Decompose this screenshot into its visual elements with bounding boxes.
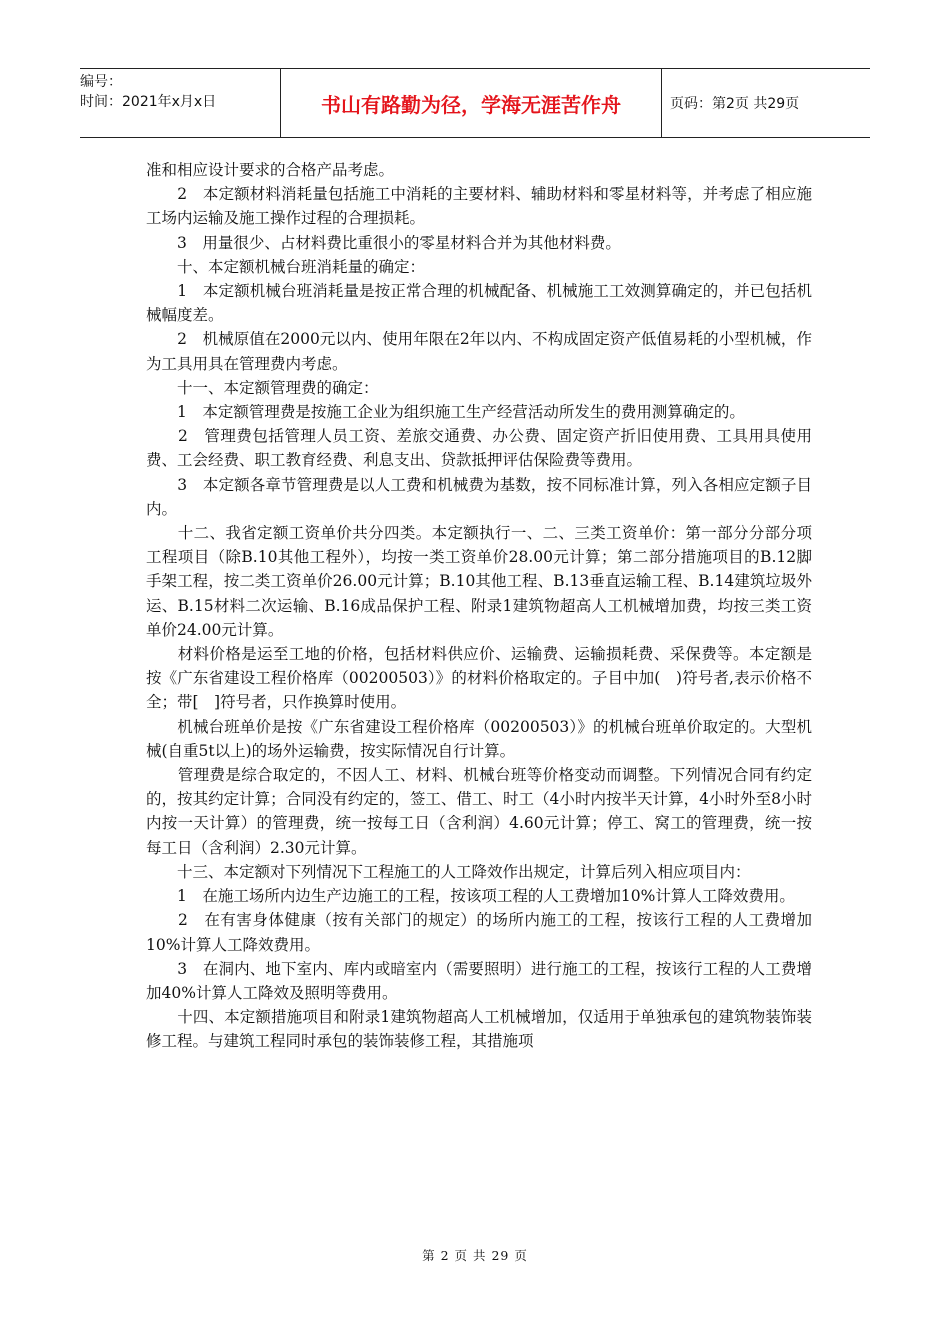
paragraph: 机械台班单价是按《广东省建设工程价格库（00200503）》的机械台班单价取定的。大型机械(自重5t以上)的场外运输费，按实际情况自行计算。 [146,717,812,760]
paragraph: 十三、本定额对下列情况下工程施工的人工降效作出规定，计算后列入相应项目内： [146,862,751,881]
page-footer: 第 2 页 共 29 页 [422,1248,528,1263]
paragraph: 3 用量很少、占材料费比重很小的零星材料合并为其他材料费。 [146,233,621,252]
paragraph: 准和相应设计要求的合格产品考虑。 [146,161,395,179]
paragraph: 2 管理费包括管理人员工资、差旅交通费、办公费、固定资产折旧使用费、工具用具使用费、工会经费、职工教育经费、利息支出、贷款抵押评估保险费等费用。 [146,427,812,470]
paragraph: 3 在洞内、地下室内、库内或暗室内（需要照明）进行施工的工程，按该行工程的人工费增加40%计算人工降效及照明等费用。 [146,959,812,1002]
document-time-label: 时间：2021年x月x日 [80,94,217,110]
paragraph: 管理费是综合取定的，不因人工、材料、机械台班等价格变动而调整。下列情况合同有约定的，按其约定计算；合同没有约定的，签工、借工、时工（4小时内按半天计算，4小时外至8小时内按一天计算）的管理费，统一按每工日（含利润）4.60元计算；停工、窝工的管理费，统一按每工日（含利润）2.30元计算。 [146,766,812,857]
paragraph: 十、本定额机械台班消耗量的确定： [146,257,426,276]
paragraph: 1 本定额管理费是按施工企业为组织施工生产经营活动所发生的费用测算确定的。 [146,403,745,422]
header-page-info: 页码：第2页 共29页 [670,96,800,112]
document-body [146,158,812,1054]
header-motto: 书山有路勤为径，学海无涯苦作舟 [280,69,662,137]
paragraph: 材料价格是运至工地的价格，包括材料供应价、运输费、运输损耗费、采保费等。本定额是按《广东省建设工程价格库（00200503）》的材料价格取定的。子目中加( )符号者,表示价格不全；带[ ]符号者，只作换算时使用。 [146,645,812,712]
paragraph: 1 本定额机械台班消耗量是按正常合理的机械配备、机械施工工效测算确定的，并已包括机械幅度差。 [146,282,812,325]
paragraph: 1 在施工场所内边生产边施工的工程，按该项工程的人工费增加10%计算人工降效费用。 [146,887,795,906]
paragraph: 2 机械原值在2000元以内、使用年限在2年以内、不构成固定资产低值易耗的小型机械，作为工具用具在管理费内考虑。 [146,330,812,373]
paragraph: 十四、本定额措施项目和附录1建筑物超高人工机械增加，仅适用于单独承包的建筑物装饰装修工程。与建筑工程同时承包的装饰装修工程，其措施项 [146,1008,812,1051]
page-header [80,68,870,138]
paragraph: 十二、我省定额工资单价共分四类。本定额执行一、二、三类工资单价：第一部分分部分项工程项目（除B.10其他工程外），均按一类工资单价28.00元计算；第二部分措施项目的B.12脚手架工程，按二类工资单价26.00元计算；B.10其他工程、B.13垂直运输工程、B.14建筑垃圾外运、B.15材料二次运输、B.16成品保护工程、附录1建筑物超高人工机械增加费，均按三类工资单价24.00元计算。 [146,524,812,639]
paragraph: 2 本定额材料消耗量包括施工中消耗的主要材料、辅助材料和零星材料等，并考虑了相应施工场内运输及施工操作过程的合理损耗。 [146,185,812,228]
paragraph: 2 在有害身体健康（按有关部门的规定）的场所内施工的工程，按该行工程的人工费增加10%计算人工降效费用。 [146,911,812,954]
header-meta [80,69,280,137]
paragraph: 3 本定额各章节管理费是以人工费和机械费为基数，按不同标准计算，列入各相应定额子目内。 [146,475,812,518]
paragraph: 十一、本定额管理费的确定： [146,378,379,397]
document-number-label: 编号： [80,74,122,90]
